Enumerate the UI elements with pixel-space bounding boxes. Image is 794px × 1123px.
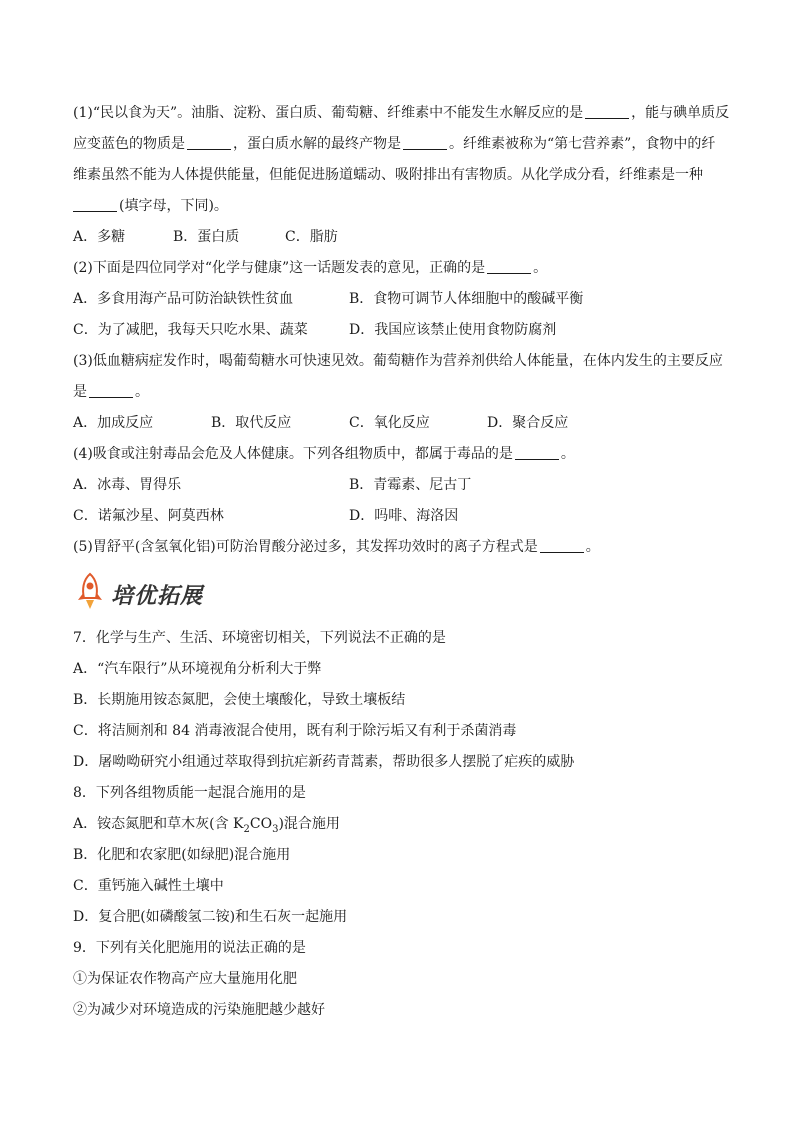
option[interactable]: D．我国应该禁止使用食物防腐剂 <box>349 322 557 338</box>
rocket-icon <box>73 572 107 616</box>
option[interactable]: A．冰毒、胃得乐 <box>73 477 182 493</box>
q8-option-b[interactable]: B．化肥和农家肥(如绿肥)混合施用 <box>73 847 291 863</box>
option[interactable]: B．食物可调节人体细胞中的酸碱平衡 <box>349 291 584 307</box>
answer-blank[interactable] <box>585 102 629 119</box>
q2-stem: (2)下面是四位同学对“化学与健康”这一话题发表的意见，正确的是 。 <box>73 253 723 284</box>
option[interactable]: D．吗啡、海洛因 <box>349 508 459 524</box>
q1-line-1: (1)“民以食为天”。油脂、淀粉、蛋白质、葡萄糖、纤维素中不能发生水解反应的是 ，能与碘单质反 <box>73 98 723 129</box>
option[interactable]: C．为了减肥，我每天只吃水果、蔬菜 <box>73 322 308 338</box>
q7-option-d[interactable]: D．屠呦呦研究小组通过萃取得到抗疟新药青蒿素，帮助很多人摆脱了疟疾的威胁 <box>73 754 575 770</box>
answer-blank[interactable] <box>187 133 231 150</box>
answer-blank[interactable] <box>73 195 117 212</box>
q5-stem: (5)胃舒平(含氢氧化铝)可防治胃酸分泌过多，其发挥功效时的离子方程式是 。 <box>73 532 723 563</box>
q8-option-c[interactable]: C．重钙施入碱性土壤中 <box>73 878 224 894</box>
answer-blank[interactable] <box>540 536 584 553</box>
option[interactable]: C．诺氟沙星、阿莫西林 <box>73 508 224 524</box>
q8-stem: 8．下列各组物质能一起混合施用的是 <box>73 785 306 801</box>
q9-item-2: ②为减少对环境造成的污染施肥越少越好 <box>73 1002 325 1018</box>
q9-stem: 9．下列有关化肥施用的说法正确的是 <box>73 940 306 956</box>
q4-stem: (4)吸食或注射毒品会危及人体健康。下列各组物质中，都属于毒品的是 。 <box>73 439 723 470</box>
q7-stem: 7．化学与生产、生活、环境密切相关，下列说法不正确的是 <box>73 630 446 646</box>
option[interactable]: C．脂肪 <box>285 229 338 245</box>
q3-stem: (3)低血糖病症发作时，喝葡萄糖水可快速见效。葡萄糖作为营养剂供给人体能量，在体内发生的主要反应 <box>73 353 723 369</box>
content <box>73 98 730 1026</box>
q1-line-3: 维素虽然不能为人体提供能量，但能促进肠道蠕动、吸附排出有害物质。从化学成分看，纤维素是一种 <box>73 167 703 183</box>
answer-blank[interactable] <box>403 133 447 150</box>
section-banner <box>73 569 723 619</box>
q8-option-a[interactable]: A．铵态氮肥和草木灰(含 $K_2CO_3$)混合施用 <box>73 816 340 835</box>
q8-option-d[interactable]: D．复合肥(如磷酸氢二铵)和生石灰一起施用 <box>73 909 348 925</box>
section-title: 培优拓展 <box>111 583 204 609</box>
q7-option-a[interactable]: A．“汽车限行”从环境视角分析利大于弊 <box>73 661 322 677</box>
option[interactable]: A．加成反应 <box>73 415 154 431</box>
q4-options-row-1 <box>73 470 723 501</box>
q3-options <box>73 408 723 439</box>
option[interactable]: A．多食用海产品可防治缺铁性贫血 <box>73 291 294 307</box>
answer-blank[interactable] <box>89 381 133 398</box>
q2-options-row-1 <box>73 284 723 315</box>
answer-blank[interactable] <box>515 443 559 460</box>
option[interactable]: B．蛋白质 <box>173 229 240 245</box>
option[interactable]: B．青霉素、尼古丁 <box>349 477 472 493</box>
option[interactable]: B．取代反应 <box>211 415 292 431</box>
q3-stem-2: 是 。 <box>73 377 723 408</box>
option[interactable]: A．多糖 <box>73 229 126 245</box>
q1-line-2: 应变蓝色的物质是 ，蛋白质水解的最终产物是 。纤维素被称为“第七营养素”，食物中的纤 <box>73 129 723 160</box>
q1-options <box>73 222 723 253</box>
answer-blank[interactable] <box>487 257 531 274</box>
q2-options-row-2 <box>73 315 723 346</box>
q1-line-4: (填字母，下同)。 <box>73 191 723 222</box>
q9-item-1: ①为保证农作物高产应大量施用化肥 <box>73 971 297 987</box>
option[interactable]: D．聚合反应 <box>487 415 569 431</box>
option[interactable]: C．氧化反应 <box>349 415 430 431</box>
q7-option-c[interactable]: C．将洁厕剂和 84 消毒液混合使用，既有利于除污垢又有利于杀菌消毒 <box>73 723 517 739</box>
q7-option-b[interactable]: B．长期施用铵态氮肥，会使土壤酸化，导致土壤板结 <box>73 692 406 708</box>
q4-options-row-2 <box>73 501 723 532</box>
